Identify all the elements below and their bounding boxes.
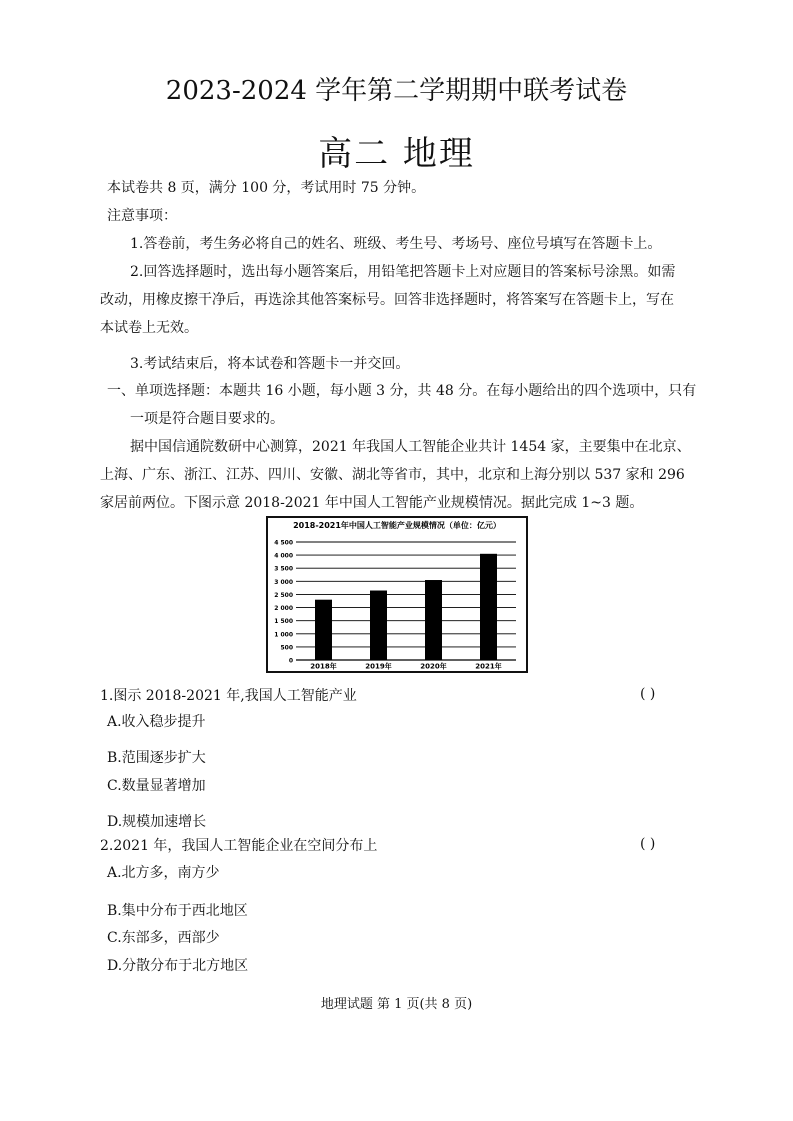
question-2-stem: 2.2021 年，我国人工智能企业在空间分布上 [100,838,378,854]
chart-x-tick-label: 2018年 [310,662,337,671]
chart-y-tick-label: 2 500 [274,591,293,599]
chart-y-tick-label: 500 [280,644,293,652]
chart-bar [315,600,332,660]
note-2-line-3: 本试卷上无效。 [100,320,198,336]
chart-y-axis [274,540,293,665]
question-2-option-a: A.北方多，南方少 [107,865,220,881]
question-1-option-b: B.范围逐步扩大 [107,750,206,766]
chart-y-tick-label: 1 000 [274,631,293,639]
chart-x-tick-label: 2020年 [420,662,447,671]
chart-x-axis [310,662,501,671]
question-2-option-c: C.东部多，西部少 [107,930,220,946]
question-1-stem: 1.图示 2018-2021 年,我国人工智能产业 [100,688,357,704]
passage-line-3: 家居前两位。下图示意 2018-2021 年中国人工智能产业规模情况。据此完成 1~3 题。 [100,495,644,511]
chart-bar [370,591,387,660]
question-2-option-d: D.分散分布于北方地区 [107,958,249,974]
passage-line-2: 上海、广东、浙江、江苏、四川、安徽、湖北等省市，其中，北京和上海分别以 537 家和 296 [100,467,685,483]
chart-y-tick-label: 3 000 [274,578,293,586]
chart-x-tick-label: 2021年 [475,662,502,671]
note-2-line-2: 改动，用橡皮擦干净后，再选涂其他答案标号。回答非选择题时，将答案写在答题卡上，写在 [100,292,674,308]
bar-chart [266,516,528,673]
chart-y-tick-label: 2 000 [274,605,293,613]
notes-title: 注意事项： [107,208,177,224]
exam-info: 本试卷共 8 页，满分 100 分，考试用时 75 分钟。 [107,180,426,196]
question-1-answer-blank: ( ) [640,686,656,702]
chart-y-tick-label: 4 500 [274,539,293,547]
chart-bar [480,554,497,660]
question-1-option-a: A.收入稳步提升 [107,714,206,730]
question-1-option-d: D.规模加速增长 [107,814,207,830]
chart-y-tick-label: 3 500 [274,565,293,573]
chart-y-tick-label: 1 500 [274,618,293,626]
passage-line-1: 据中国信通院数研中心测算，2021 年我国人工智能企业共计 1454 家，主要集中在北京、 [130,439,691,455]
subject-title: 高二 地理 [318,134,475,174]
note-1: 1.答卷前，考生务必将自己的姓名、班级、考生号、考场号、座位号填写在答题卡上。 [130,236,662,252]
page-footer: 地理试题 第 1 页(共 8 页) [320,997,473,1012]
question-2-option-b: B.集中分布于西北地区 [107,903,248,919]
chart-y-tick-label: 0 [288,657,293,665]
chart-canvas [268,518,526,671]
chart-bar [425,580,442,660]
question-1-option-c: C.数量显著增加 [107,778,206,794]
chart-title: 2018-2021年中国人工智能产业规模情况（单位：亿元） [293,521,501,530]
exam-title: 2023-2024 学年第二学期期中联考试卷 [165,76,628,106]
note-2-line-1: 2.回答选择题时，选出每小题答案后，用铅笔把答题卡上对应题目的答案标号涂黑。如需 [130,264,676,280]
chart-y-tick-label: 4 000 [274,552,293,560]
chart-bars [315,554,497,660]
question-2-answer-blank: ( ) [640,836,656,852]
section-1-line-1: 一、单项选择题：本题共 16 小题，每小题 3 分，共 48 分。在每小题给出的四个选项中，只有 [107,383,697,399]
chart-x-tick-label: 2019年 [365,662,392,671]
section-1-line-2: 一项是符合题目要求的。 [130,411,284,427]
note-3: 3.考试结束后，将本试卷和答题卡一并交回。 [130,356,410,372]
